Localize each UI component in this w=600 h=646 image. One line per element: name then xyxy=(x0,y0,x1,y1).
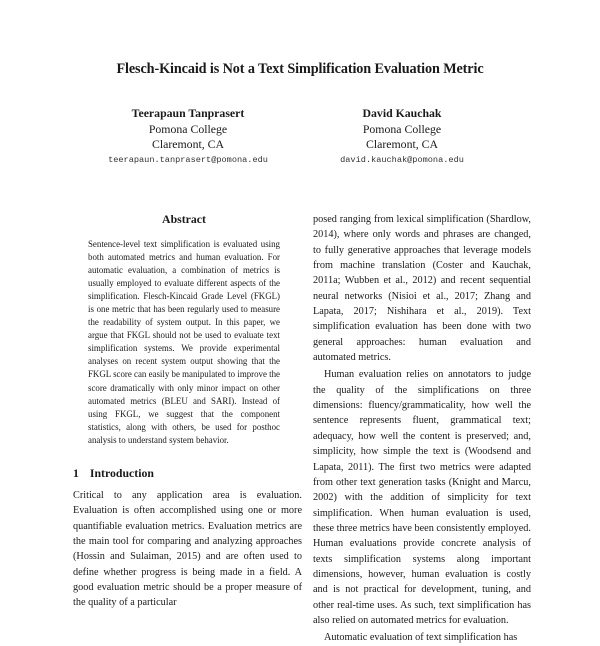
abstract-heading: Abstract xyxy=(162,212,206,226)
author-block-1 xyxy=(68,106,308,167)
author-name: Teerapaun Tanprasert xyxy=(131,106,245,120)
author-location: Claremont, CA xyxy=(365,137,439,151)
right-column-body xyxy=(313,212,531,646)
author-email: teerapaun.tanprasert@pomona.edu xyxy=(108,154,268,165)
body-paragraph: Automatic evaluation of text simplification has xyxy=(324,632,518,644)
section-number: 1 xyxy=(73,466,79,480)
body-paragraph: Human evaluation relies on annotators to judge the quality of the simplifications on three dimensions: fluency/grammaticality, how well the sentence represents fluent, grammatical text; adequacy, how well the content is preserved; and, simplicity, how simple the text is (Woodsend and Lapata, 2011). The first two metrics were adapted from other text generation tasks (Knight and Marcu, 2002) with the addition of simplicity for text simplification. When human evaluation is used, these three metrics have been consistently employed. Human evaluations provide concrete analysis of texts simplification systems along important dimensions, however, human evaluation is costly and is not practical for development, tuning, and other real-time uses. As such, text simplification has also relied on automated metrics for evaluation. xyxy=(313,369,531,626)
author-block-2 xyxy=(282,106,522,167)
section-heading xyxy=(73,466,303,481)
author-location: Claremont, CA xyxy=(151,137,225,151)
section-title: Introduction xyxy=(89,466,154,480)
left-column-body xyxy=(73,488,302,611)
abstract-text: Sentence-level text simplification is evaluated using both automated metrics and human evaluation. For automatic evaluation, a combination of metrics is usually employed to evaluate different aspects of the simplification. Flesch-Kincaid Grade Level (FKGL) is one metric that has been regularly used to measure the readability of system output. In this paper, we argue that FKGL should not be used to evaluate text simplification systems. We provide experimental analyses on recent system output showing that the FKGL score can easily be manipulated to improve the score dramatically with only minor impact on other automated metrics (BLEU and SARI). Instead of using FKGL, we suggest that the component statistics, along with others, be used for posthoc analysis to understand system behavior. xyxy=(88,239,280,445)
author-email: david.kauchak@pomona.edu xyxy=(340,154,464,165)
paper-title: Flesch-Kincaid is Not a Text Simplification Evaluation Metric xyxy=(116,61,484,77)
author-name: David Kauchak xyxy=(362,106,442,120)
intro-paragraph: Critical to any application area is evaluation. Evaluation is often accomplished using one or more quantifiable evaluation metrics. Evaluation metrics are the main tool for comparing and analyzing approaches (Hossin and Sulaiman, 2015) and are often used to define whether progress is being made in a field. A good evaluation metric should be a proper measure of the quality of a particular xyxy=(73,490,302,609)
author-affiliation: Pomona College xyxy=(148,121,228,136)
author-affiliation: Pomona College xyxy=(362,121,442,136)
body-paragraph: posed ranging from lexical simplification (Shardlow, 2014), where only words and phrases are changed, to fully generative approaches that leverage models from machine translation (Coster and Kauchak, 2011a; Wubben et al., 2012) and recent sequential neural networks (Nisioi et al., 2017; Zhang and Lapata, 2017; Nishihara et al., 2019). Text simplification evaluation has been done with two general approaches: human evaluation and automated metrics. xyxy=(313,214,531,364)
